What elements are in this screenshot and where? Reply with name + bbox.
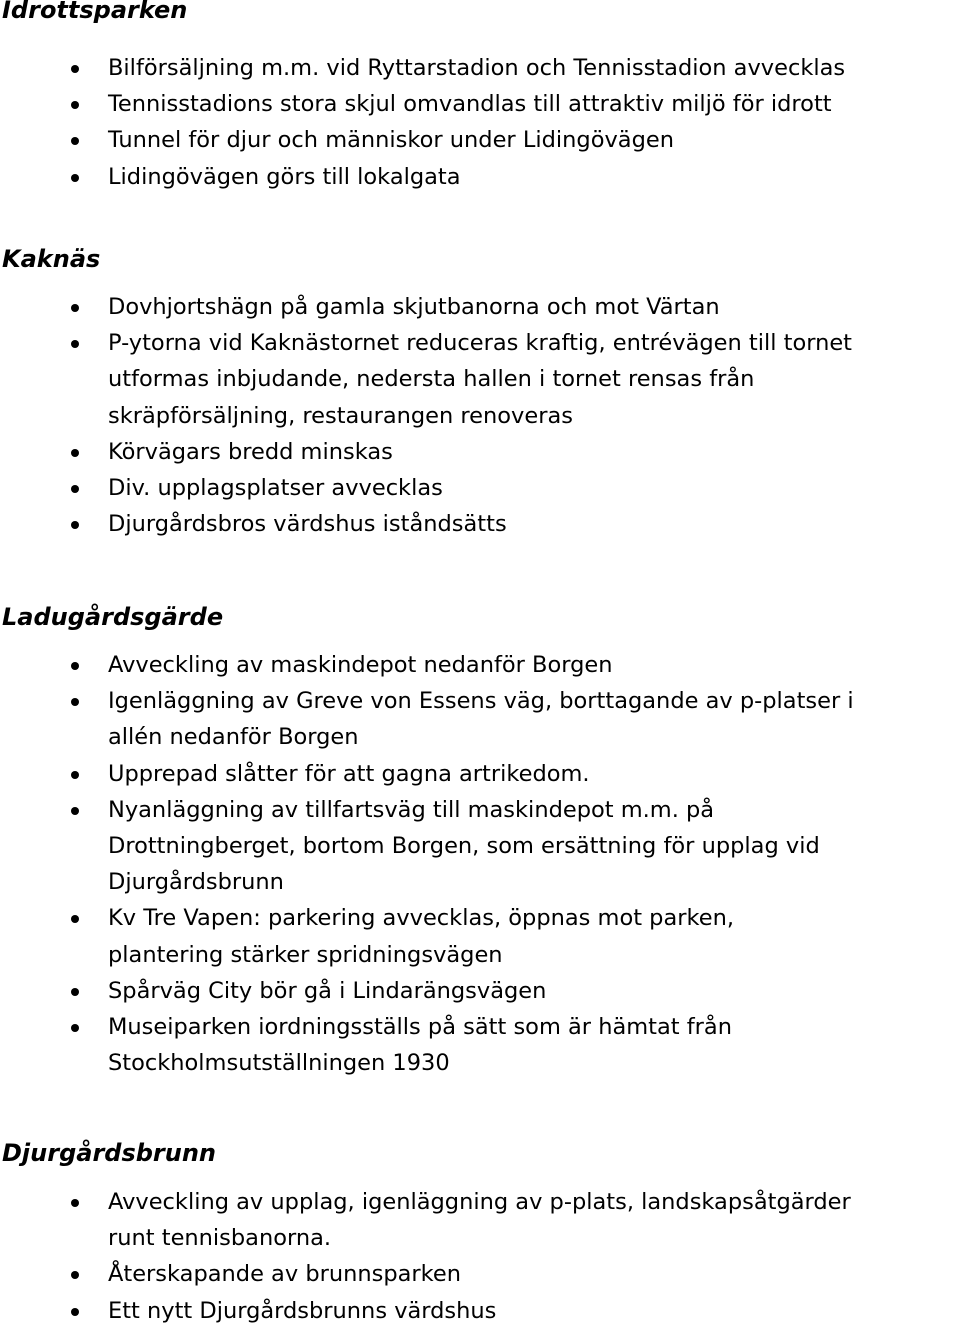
list-item xyxy=(0,122,960,158)
section-djurgardsbrunn xyxy=(0,1135,960,1329)
bullet-icon xyxy=(71,340,79,348)
bullet-icon xyxy=(71,1271,79,1279)
list-item xyxy=(0,973,960,1009)
list-item xyxy=(0,1293,960,1329)
bullet-list xyxy=(0,289,960,542)
list-item-text: Lidingövägen görs till lokalgata xyxy=(108,163,461,190)
section-idrottsparken xyxy=(0,0,960,195)
list-item-text: Spårväg City bör gå i Lindarängsvägen xyxy=(108,977,547,1004)
bullet-list xyxy=(0,647,960,1081)
section-ladugardsgarde xyxy=(0,599,960,1081)
section-heading: Idrottsparken xyxy=(2,0,188,24)
section-kaknas xyxy=(0,241,960,542)
list-item-text: Bilförsäljning m.m. vid Ryttarstadion och Tennisstadion avvecklas xyxy=(108,55,846,81)
list-item-text: P-ytorna vid Kaknästornet reduceras kraftig, entrévägen till tornet utformas inbjudande, nedersta hallen i tornet rensas från skräpförsäljning, restaurangen renoveras xyxy=(108,330,853,429)
list-item-text: Igenläggning av Greve von Essens väg, borttagande av p-platser i allén nedanför Borgen xyxy=(108,688,854,751)
list-item-text: Återskapande av brunnsparken xyxy=(108,1261,462,1288)
bullet-icon xyxy=(71,449,79,457)
bullet-icon xyxy=(71,101,79,109)
list-item xyxy=(0,86,960,122)
bullet-icon xyxy=(71,988,79,996)
list-item xyxy=(0,1256,960,1292)
list-item xyxy=(0,683,960,755)
list-item xyxy=(0,434,960,470)
list-item-text: Museiparken iordningsställs på sätt som är hämtat från Stockholmsutställningen 1930 xyxy=(108,1014,732,1077)
bullet-icon xyxy=(71,1199,79,1207)
list-item-text: Tunnel för djur och människor under Lidingövägen xyxy=(108,127,674,154)
bullet-icon xyxy=(71,662,79,670)
section-heading: Djurgårdsbrunn xyxy=(2,1139,217,1167)
bullet-list xyxy=(0,50,960,195)
list-item-text: Avveckling av maskindepot nedanför Borgen xyxy=(108,652,613,678)
list-item-text: Tennisstadions stora skjul omvandlas till attraktiv miljö för idrott xyxy=(108,91,832,118)
list-item xyxy=(0,900,960,972)
list-item-text: Ett nytt Djurgårdsbrunns värdshus xyxy=(108,1297,497,1324)
bullet-icon xyxy=(71,807,79,815)
list-item-text: Dovhjortshägn på gamla skjutbanorna och mot Värtan xyxy=(108,294,720,320)
list-item-text: Körvägars bredd minskas xyxy=(108,438,393,465)
list-item xyxy=(0,792,960,901)
section-heading: Kaknäs xyxy=(2,245,101,273)
bullet-icon xyxy=(71,65,79,73)
list-item xyxy=(0,325,960,434)
bullet-icon xyxy=(71,915,79,923)
bullet-list xyxy=(0,1184,960,1329)
list-item-text: Kv Tre Vapen: parkering avvecklas, öppnas mot parken, plantering stärker spridningsvägen xyxy=(108,905,734,968)
list-item xyxy=(0,506,960,542)
bullet-icon xyxy=(71,1024,79,1032)
list-item-text: Avveckling av upplag, igenläggning av p-plats, landskapsåtgärder runt tennisbanorna. xyxy=(108,1189,851,1252)
list-item xyxy=(0,647,960,683)
bullet-icon xyxy=(71,137,79,145)
bullet-icon xyxy=(71,771,79,779)
list-item xyxy=(0,159,960,195)
bullet-icon xyxy=(71,521,79,529)
list-item-text: Nyanläggning av tillfartsväg till maskindepot m.m. på Drottningberget, bortom Borgen, som ersättning för upplag vid Djurgårdsbrunn xyxy=(108,796,820,896)
list-item xyxy=(0,756,960,792)
list-item-text: Div. upplagsplatser avvecklas xyxy=(108,475,443,502)
bullet-icon xyxy=(71,1308,79,1316)
list-item xyxy=(0,1009,960,1081)
bullet-icon xyxy=(71,304,79,312)
list-item xyxy=(0,1184,960,1256)
bullet-icon xyxy=(71,174,79,182)
list-item-text: Upprepad slåtter för att gagna artrikedom. xyxy=(108,760,590,787)
list-item xyxy=(0,470,960,506)
list-item xyxy=(0,50,960,86)
list-item xyxy=(0,289,960,325)
bullet-icon xyxy=(71,698,79,706)
bullet-icon xyxy=(71,485,79,493)
section-heading: Ladugårdsgärde xyxy=(2,603,224,631)
list-item-text: Djurgårdsbros värdshus iståndsätts xyxy=(108,511,507,538)
